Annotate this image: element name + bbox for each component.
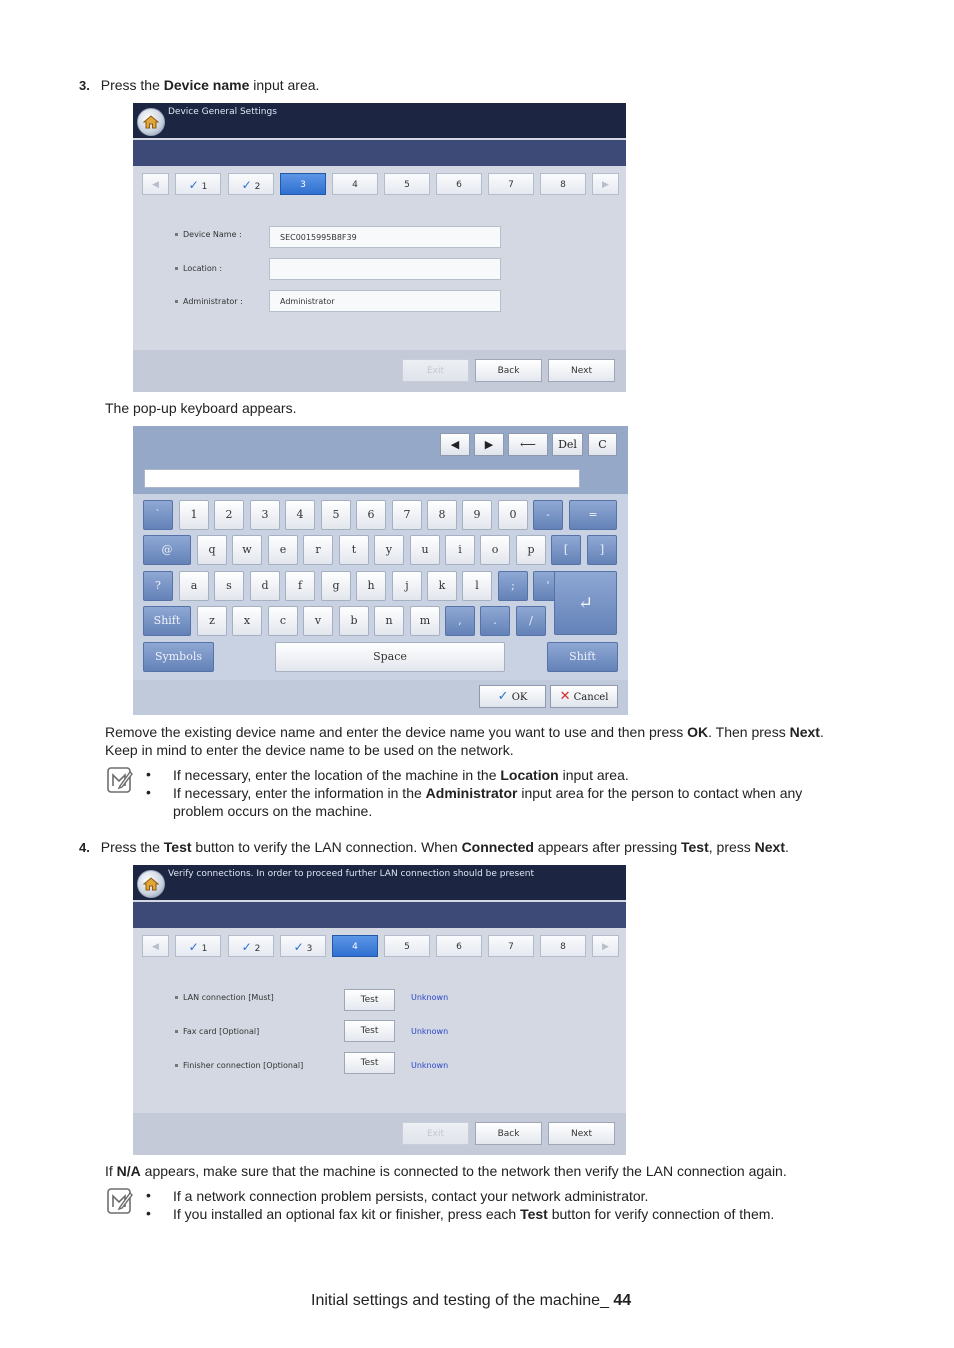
key-0[interactable]: 0	[498, 500, 528, 530]
step-tab-5[interactable]: 5	[384, 173, 430, 195]
lan-connection-label	[175, 993, 274, 1002]
finisher-status: Unknown	[411, 1061, 449, 1070]
instruction-paragraph	[105, 723, 885, 759]
prev-step-arrow-icon[interactable]: ◀	[142, 935, 169, 957]
step-tab-8[interactable]: 8	[540, 173, 586, 195]
cancel-label: Cancel	[573, 692, 609, 703]
step-tab-3[interactable]	[280, 935, 326, 957]
bullet-icon	[175, 267, 178, 270]
key-j[interactable]: j	[392, 571, 422, 601]
fax-card-label	[175, 1027, 259, 1036]
ok-label: OK	[511, 692, 528, 703]
enter-key-icon[interactable]: ↵	[554, 571, 617, 635]
popup-keyboard	[133, 426, 628, 715]
key-n[interactable]: n	[374, 606, 404, 636]
exit-button[interactable]: Exit	[402, 359, 469, 382]
bold-text: Test	[163, 839, 192, 855]
check-icon: ✓	[188, 178, 199, 192]
location-label	[175, 264, 222, 273]
key-b[interactable]: b	[339, 606, 369, 636]
cursor-right-icon[interactable]: ▶	[474, 433, 504, 456]
close-icon: ✕	[559, 689, 571, 704]
step-tab-2[interactable]	[228, 935, 274, 957]
title-bar	[133, 103, 626, 138]
key-4[interactable]: 4	[285, 500, 315, 530]
step-tab-1[interactable]	[175, 935, 221, 957]
shift-right-key[interactable]: Shift	[547, 642, 618, 672]
sub-bar	[133, 902, 626, 928]
backspace-icon[interactable]: ⟵	[508, 433, 548, 456]
key-9[interactable]: 9	[462, 500, 492, 530]
administrator-label	[175, 297, 243, 306]
step-label: 1	[201, 944, 208, 954]
text: Remove the existing device name and enter the device name you want to use and then press	[105, 724, 688, 740]
check-icon: ✓	[241, 940, 252, 954]
step-number: 4.	[79, 840, 90, 855]
bold-text: Next	[789, 724, 820, 740]
bold-text: OK	[687, 724, 709, 740]
key-1[interactable]: 1	[179, 500, 209, 530]
key-5[interactable]: 5	[321, 500, 351, 530]
screen-title: Verify connections. In order to proceed further LAN connection should be present	[168, 869, 535, 879]
ok-button[interactable]	[479, 685, 546, 708]
bullet-icon	[175, 1064, 178, 1067]
cancel-button[interactable]	[550, 685, 618, 708]
bullet-icon: •	[146, 1205, 151, 1221]
text: If necessary, enter the information in the	[173, 785, 426, 801]
note-icon	[106, 766, 134, 794]
bullet-icon	[175, 300, 178, 303]
check-icon: ✓	[188, 940, 199, 954]
step-number: 3.	[79, 78, 90, 93]
screen-title: Device General Settings	[168, 107, 277, 117]
location-input[interactable]	[269, 258, 501, 280]
key-left-bracket[interactable]: [	[551, 535, 581, 565]
footer-text: Initial settings and testing of the machine_	[311, 1292, 614, 1309]
device-name-input[interactable]: SEC0015995B8F39	[269, 226, 501, 248]
popup-caption: The pop-up keyboard appears.	[105, 400, 297, 416]
check-icon: ✓	[497, 689, 509, 704]
bold-text: Test	[520, 1206, 548, 1222]
text: input area.	[249, 77, 320, 93]
text: button for verify connection of them.	[547, 1206, 775, 1222]
device-settings-screen	[133, 103, 626, 392]
key-d[interactable]: d	[250, 571, 280, 601]
text: appears after pressing	[533, 839, 681, 855]
label-text: Fax card [Optional]	[183, 1027, 260, 1036]
device-name-label	[175, 230, 242, 239]
prev-step-arrow-icon[interactable]: ◀	[142, 173, 169, 195]
key-7[interactable]: 7	[392, 500, 422, 530]
verify-connections-screen	[133, 865, 626, 1155]
na-paragraph	[105, 1162, 787, 1180]
exit-button[interactable]: Exit	[402, 1122, 469, 1145]
text: .	[785, 839, 789, 855]
key-8[interactable]: 8	[427, 500, 457, 530]
key-right-bracket[interactable]: ]	[587, 535, 617, 565]
step-tab-8[interactable]: 8	[540, 935, 586, 957]
note1-item-1	[173, 766, 629, 784]
key-semicolon[interactable]: ;	[498, 571, 528, 601]
key-shift-left[interactable]: Shift	[143, 606, 191, 636]
step3-instruction	[79, 76, 319, 95]
note-icon	[106, 1187, 134, 1215]
keyboard-top-bar	[133, 426, 628, 494]
page-footer	[311, 1292, 631, 1310]
step-tab-3[interactable]: 3	[280, 173, 326, 195]
title-bar	[133, 865, 626, 900]
step4-instruction	[79, 838, 789, 857]
clear-key[interactable]: C	[588, 433, 617, 456]
step-tab-5[interactable]: 5	[384, 935, 430, 957]
label-text: Location :	[183, 264, 223, 273]
key-x[interactable]: x	[232, 606, 262, 636]
keyboard-input-field[interactable]	[144, 469, 580, 488]
key-q[interactable]: q	[197, 535, 227, 565]
bold-text: Device name	[163, 77, 250, 93]
text: problem occurs on the machine.	[173, 803, 373, 819]
text: Press the	[100, 77, 164, 93]
key-v[interactable]: v	[303, 606, 333, 636]
key-l[interactable]: l	[462, 571, 492, 601]
text: appears, make sure that the machine is connected to the network then verify the LAN connection again.	[140, 1163, 787, 1179]
bold-text: Location	[500, 767, 559, 783]
administrator-input[interactable]: Administrator	[269, 290, 501, 312]
text: input area for the person to contact when any	[517, 785, 803, 801]
text: button to verify the LAN connection. When	[191, 839, 462, 855]
step-tab-1[interactable]	[175, 173, 221, 195]
step-tab-4[interactable]: 4	[332, 935, 378, 957]
key-3[interactable]: 3	[250, 500, 280, 530]
key-f[interactable]: f	[285, 571, 315, 601]
key-i[interactable]: i	[445, 535, 475, 565]
step-tab-7[interactable]: 7	[488, 173, 534, 195]
key-o[interactable]: o	[480, 535, 510, 565]
fax-test-button[interactable]: Test	[344, 1020, 395, 1042]
lan-status: Unknown	[411, 993, 449, 1002]
next-button[interactable]: Next	[548, 1122, 615, 1145]
next-step-arrow-icon[interactable]: ▶	[592, 173, 619, 195]
bullet-icon	[175, 233, 178, 236]
check-icon: ✓	[293, 940, 304, 954]
bullet-icon	[175, 996, 178, 999]
key-k[interactable]: k	[427, 571, 457, 601]
key-r[interactable]: r	[303, 535, 333, 565]
symbols-key[interactable]: Symbols	[143, 642, 214, 672]
text: If	[105, 1163, 117, 1179]
label-text: LAN connection [Must]	[183, 993, 274, 1002]
text: If necessary, enter the location of the machine in the	[173, 767, 501, 783]
label-text: Device Name :	[183, 230, 242, 239]
finisher-connection-label	[175, 1061, 303, 1070]
key-u[interactable]: u	[410, 535, 440, 565]
key-s[interactable]: s	[214, 571, 244, 601]
sub-bar	[133, 140, 626, 166]
text: input area.	[558, 767, 629, 783]
bold-text: Connected	[461, 839, 534, 855]
step-label: 1	[201, 182, 208, 192]
key-question[interactable]: ?	[143, 571, 173, 601]
step-bar	[133, 935, 626, 961]
key-h[interactable]: h	[356, 571, 386, 601]
text: If you installed an optional fax kit or finisher, press each	[173, 1206, 521, 1222]
next-step-arrow-icon[interactable]: ▶	[592, 935, 619, 957]
check-icon: ✓	[241, 178, 252, 192]
key-p[interactable]: p	[516, 535, 546, 565]
key-equals[interactable]: =	[569, 500, 617, 530]
home-icon[interactable]	[137, 870, 165, 898]
step-tab-2[interactable]	[228, 173, 274, 195]
key-c[interactable]: c	[268, 606, 298, 636]
label-text: Finisher connection [Optional]	[183, 1061, 304, 1070]
next-button[interactable]: Next	[548, 359, 615, 382]
bullet-icon	[175, 1030, 178, 1033]
step-tab-7[interactable]: 7	[488, 935, 534, 957]
bullet-icon: •	[146, 766, 151, 782]
button-bar	[133, 350, 626, 392]
note1-item-2	[173, 784, 873, 820]
label-text: Administrator :	[183, 297, 243, 306]
fax-status: Unknown	[411, 1027, 449, 1036]
key-2[interactable]: 2	[214, 500, 244, 530]
note2-item-1: If a network connection problem persists, contact your network administrator.	[173, 1188, 649, 1204]
bullet-icon: •	[146, 784, 151, 800]
finisher-test-button[interactable]: Test	[344, 1052, 395, 1074]
key-w[interactable]: w	[232, 535, 262, 565]
text: , press	[708, 839, 755, 855]
cursor-left-icon[interactable]: ◀	[440, 433, 470, 456]
key-comma[interactable]: ,	[445, 606, 475, 636]
key-slash[interactable]: /	[516, 606, 546, 636]
bold-text: Administrator	[425, 785, 518, 801]
text: Keep in mind to enter the device name to be used on the network.	[105, 742, 514, 758]
key-6[interactable]: 6	[356, 500, 386, 530]
button-bar	[133, 1113, 626, 1155]
key-backtick[interactable]: `	[143, 500, 173, 530]
key-period[interactable]: .	[480, 606, 510, 636]
key-g[interactable]: g	[321, 571, 351, 601]
del-key[interactable]: Del	[552, 433, 583, 456]
step-label: 2	[254, 182, 261, 192]
step-bar	[133, 173, 626, 199]
back-button[interactable]: Back	[475, 359, 542, 382]
key-at[interactable]: @	[143, 535, 191, 565]
step-label: 3	[306, 944, 313, 954]
bold-text: N/A	[116, 1163, 141, 1179]
step-tab-4[interactable]: 4	[332, 173, 378, 195]
key-e[interactable]: e	[268, 535, 298, 565]
key-m[interactable]: m	[410, 606, 440, 636]
home-icon[interactable]	[137, 108, 165, 136]
bold-text: Test	[681, 839, 709, 855]
space-key[interactable]: Space	[275, 642, 505, 672]
key-apostrophe[interactable]: '	[533, 571, 563, 601]
bold-text: Next	[754, 839, 786, 855]
note2-item-2	[173, 1205, 774, 1223]
key-t[interactable]: t	[339, 535, 369, 565]
key-minus[interactable]: -	[533, 500, 563, 530]
step-tab-6[interactable]: 6	[436, 173, 482, 195]
step-label: 2	[254, 944, 261, 954]
text: Press the	[100, 839, 164, 855]
back-button[interactable]: Back	[475, 1122, 542, 1145]
step-tab-6[interactable]: 6	[436, 935, 482, 957]
page-number: 44	[613, 1292, 632, 1309]
bullet-icon: •	[146, 1187, 151, 1203]
lan-test-button[interactable]: Test	[344, 989, 395, 1011]
key-z[interactable]: z	[197, 606, 227, 636]
key-a[interactable]: a	[179, 571, 209, 601]
text: .	[819, 724, 824, 740]
key-y[interactable]: y	[374, 535, 404, 565]
text: . Then press	[708, 724, 790, 740]
